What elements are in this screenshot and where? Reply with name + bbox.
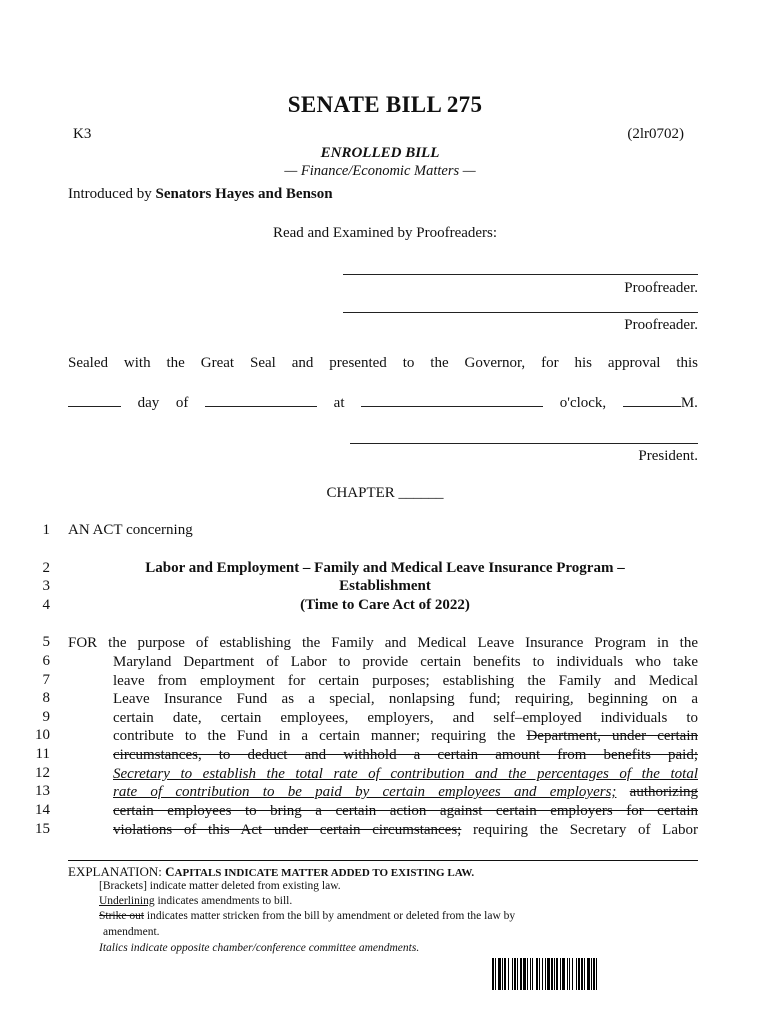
bill-short-title: (Time to Care Act of 2022) <box>300 597 470 613</box>
president-label: President. <box>638 448 698 464</box>
brackets-word: [Brackets] <box>99 880 147 892</box>
brackets-text: indicate matter deleted from existing law. <box>146 880 341 892</box>
line-number: 6 <box>42 653 50 669</box>
strike-out-note <box>99 910 515 922</box>
body-line: certain date, certain employees, employers, and self–employed individuals to <box>113 710 698 726</box>
line-number: 7 <box>42 672 50 688</box>
sealed-statement: Sealed with the Great Seal and presented to the Governor, for his approval this <box>68 355 698 371</box>
barcode <box>492 958 680 990</box>
line-number: 15 <box>35 821 50 837</box>
body-line <box>113 727 698 746</box>
president-signature-line <box>350 443 698 444</box>
footer-divider <box>68 860 698 861</box>
committee-label: — Finance/Economic Matters — <box>284 163 476 179</box>
chapter-label: CHAPTER ______ <box>326 485 444 501</box>
bill-title: SENATE BILL 275 <box>287 92 483 117</box>
strike-out-word: Strike out <box>99 910 145 922</box>
line-number: 4 <box>42 597 50 613</box>
brackets-note <box>99 880 341 892</box>
plain-text: requiring the Secretary of Labor <box>461 822 699 838</box>
line-number: 2 <box>42 560 50 576</box>
oclock-word: o'clock, <box>559 395 607 411</box>
meridiem-blank <box>623 392 681 407</box>
barcode-bar <box>597 958 599 990</box>
explanation-label: EXPLANATION: <box>68 864 166 879</box>
day-word: day <box>137 395 160 411</box>
stricken-text: authorizing <box>629 784 698 800</box>
body-line: Maryland Department of Labor to provide certain benefits to individuals who take <box>113 654 698 670</box>
act-concerning: AN ACT concerning <box>68 522 193 538</box>
introduced-prefix: Introduced by <box>68 186 156 202</box>
line-number: 13 <box>35 783 50 799</box>
italics-note: Italics indicate opposite chamber/conference committee amendments. <box>99 942 420 954</box>
bill-purpose-paragraph <box>68 634 698 844</box>
line-number: 1 <box>42 522 50 538</box>
explanation-heading <box>68 864 474 880</box>
stricken-text: Department, under certain <box>526 728 699 744</box>
line-number: 5 <box>42 634 50 650</box>
day-number-blank <box>68 392 121 407</box>
bill-subject-title-line-2: Establishment <box>339 578 431 594</box>
body-line: Leave Insurance Fund as a special, nonlapsing fund; requiring, beginning on a <box>113 691 698 707</box>
proofreader-signature-line-2 <box>343 312 698 313</box>
stricken-line: certain employees to bring a certain action against certain employers for certain <box>113 803 698 819</box>
m-word: M. <box>680 395 698 411</box>
amendment-text: rate of contribution to be paid by certain employees and employers; <box>113 784 617 800</box>
line-number: 8 <box>42 690 50 706</box>
month-blank <box>205 392 317 407</box>
proofreader-signature-line-1 <box>343 274 698 275</box>
caps-end: . <box>471 867 475 879</box>
line-number: 9 <box>42 709 50 725</box>
at-word: at <box>333 395 345 411</box>
time-blank <box>361 392 543 407</box>
meridiem-group <box>623 392 698 412</box>
caps-rest: APITALS INDICATE MATTER ADDED TO EXISTING LAW <box>174 867 472 879</box>
body-line <box>113 821 698 840</box>
underlining-note <box>99 895 292 907</box>
amendment-line: Secretary to establish the total rate of contribution and the percentages of the total <box>113 766 698 782</box>
strike-out-note-continued: amendment. <box>103 926 160 938</box>
read-examined-label: Read and Examined by Proofreaders: <box>272 225 498 241</box>
body-line: leave from employment for certain purposes; establishing the Family and Medical <box>113 673 698 689</box>
line-number: 3 <box>42 578 50 594</box>
line-number: 10 <box>35 727 50 743</box>
enrolled-label: ENROLLED BILL <box>320 145 440 161</box>
underlining-word: Underlining <box>99 895 155 907</box>
bill-subject-title-line-1: Labor and Employment – Family and Medical Leave Insurance Program – <box>145 560 625 576</box>
introduced-by <box>68 186 333 203</box>
body-line: FOR the purpose of establishing the Family and Medical Leave Insurance Program in the <box>68 635 698 651</box>
of-word: of <box>175 395 189 411</box>
subject-code: K3 <box>73 126 92 142</box>
stricken-text: violations of this Act under certain circumstances; <box>113 822 462 838</box>
drafting-code: (2lr0702) <box>627 126 684 142</box>
caps-first-letter: C <box>165 864 175 879</box>
date-time-row <box>68 392 698 412</box>
line-number: 11 <box>35 746 50 762</box>
body-line <box>113 783 698 802</box>
underlining-text: indicates amendments to bill. <box>154 895 293 907</box>
proofreader-label-2: Proofreader. <box>624 317 698 333</box>
sponsors: Senators Hayes and Benson <box>155 186 333 202</box>
stricken-line: circumstances, to deduct and withhold a certain amount from benefits paid; <box>113 747 698 763</box>
plain-text: contribute to the Fund in a certain manner; requiring the <box>113 728 527 744</box>
strike-out-text: indicates matter stricken from the bill by amendment or deleted from the law by <box>144 910 516 922</box>
line-number: 14 <box>35 802 50 818</box>
proofreader-label-1: Proofreader. <box>624 280 698 296</box>
line-number: 12 <box>35 765 50 781</box>
